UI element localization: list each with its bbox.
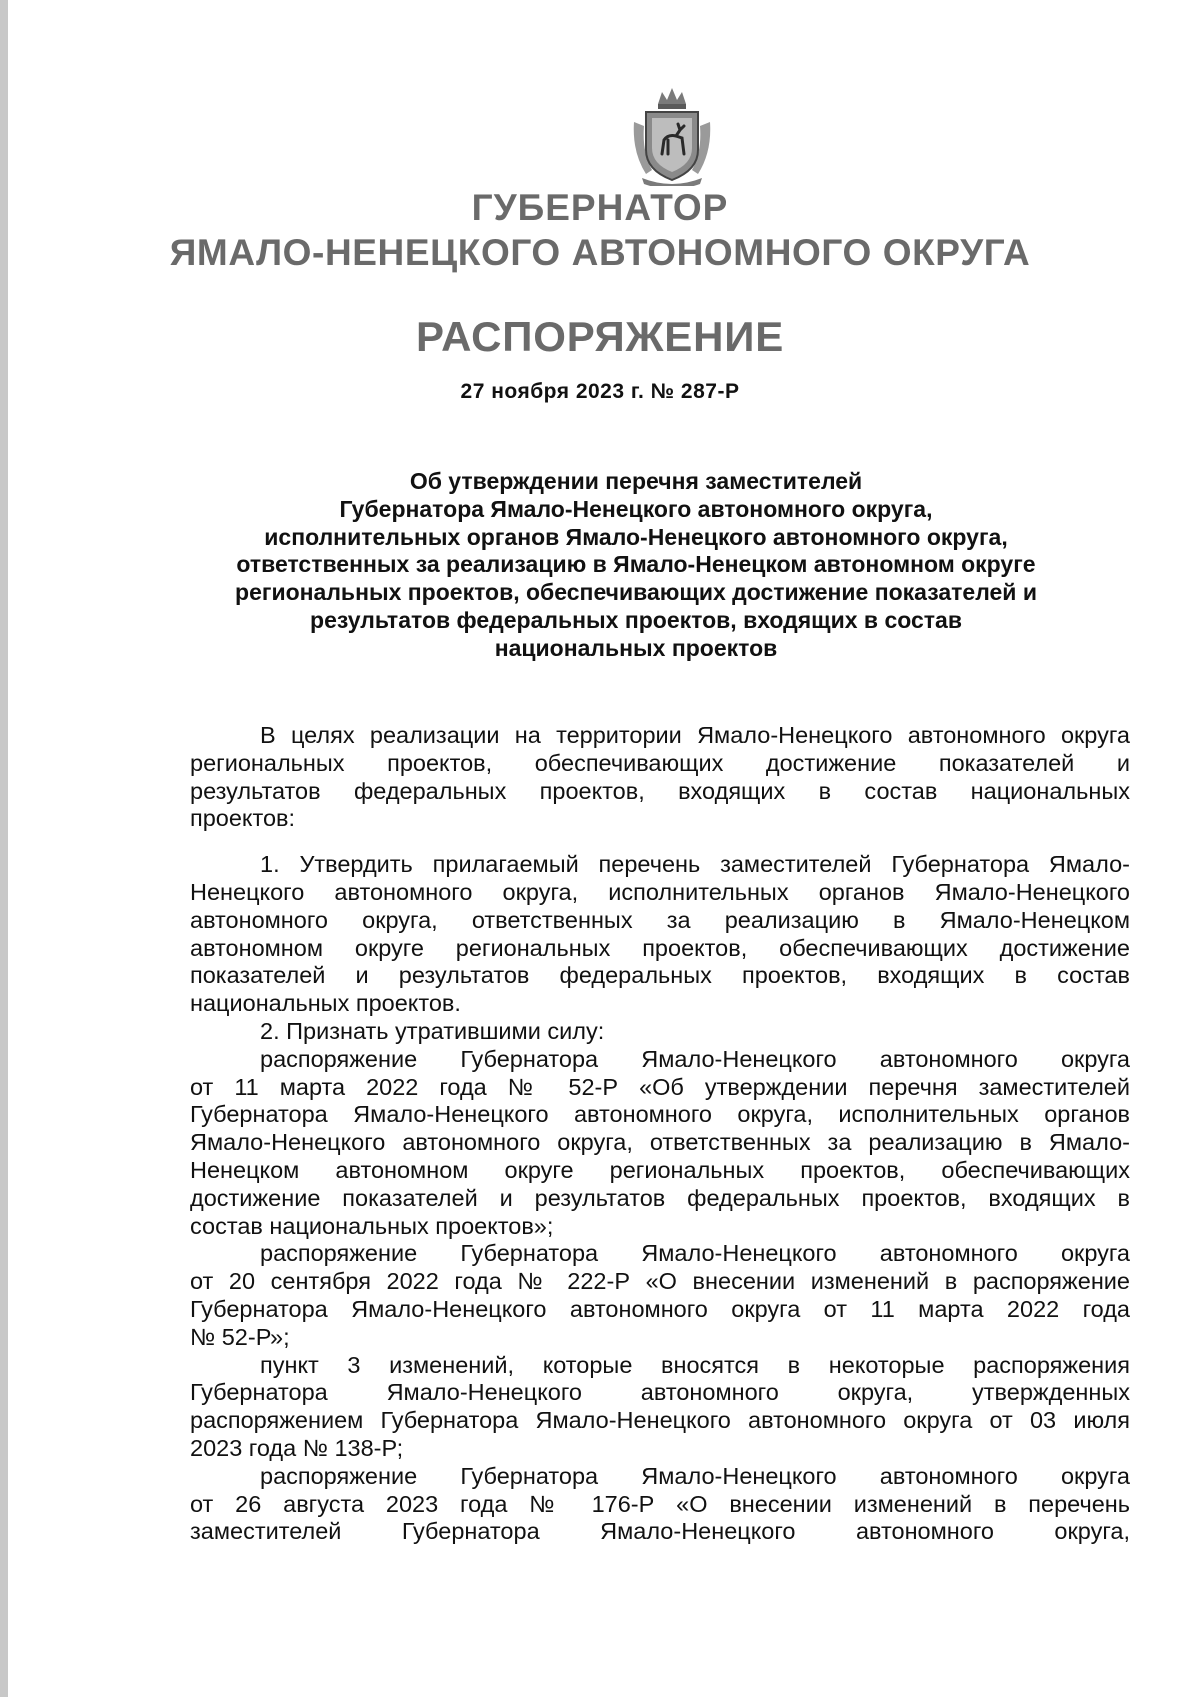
- document-title: [180, 468, 1092, 663]
- document-body: [190, 722, 1130, 1546]
- text-line: результатов федеральных проектов, входящих в состав национальных: [190, 777, 1130, 804]
- text-line: проектов:: [190, 805, 296, 832]
- text-line: автономного округа, ответственных за реализацию в Ямало-Ненецком: [190, 906, 1130, 933]
- text-line: от 20 сентября 2022 года № 222-Р «О внесении изменений в распоряжение: [190, 1268, 1130, 1295]
- issuer-region: ЯМАЛО-НЕНЕЦКОГО АВТОНОМНОГО ОКРУГА: [169, 232, 1031, 273]
- coat-of-arms-icon: [628, 82, 716, 186]
- text-line: заместителей Губернатора Ямало-Ненецкого автономного округа,: [190, 1518, 1130, 1545]
- document-type: РАСПОРЯЖЕНИЕ: [415, 313, 785, 360]
- intro-paragraph: [190, 722, 1130, 833]
- text-line: Ненецком автономном округе региональных проектов, обеспечивающих: [190, 1156, 1130, 1183]
- title-line: национальных проектов: [494, 634, 778, 661]
- repealed-order-1: [190, 1046, 1130, 1241]
- text-line: № 52-Р»;: [190, 1323, 290, 1350]
- text-line: распоряжение Губернатора Ямало-Ненецкого автономного округа: [260, 1462, 1130, 1489]
- text-line: распоряжение Губернатора Ямало-Ненецкого автономного округа: [260, 1240, 1130, 1267]
- text-line: 2023 года № 138-Р;: [190, 1434, 404, 1461]
- text-line: национальных проектов.: [190, 990, 461, 1017]
- repealed-order-3: [190, 1352, 1130, 1463]
- text-line: 2. Признать утратившими силу:: [260, 1017, 605, 1044]
- text-line: Губернатора Ямало-Ненецкого автономного округа, исполнительных органов: [190, 1101, 1130, 1128]
- title-line: Об утверждении перечня заместителей: [409, 468, 863, 494]
- text-line: В целях реализации на территории Ямало-Ненецкого автономного округа: [260, 722, 1130, 748]
- text-line: от 11 марта 2022 года № 52-Р «Об утверждении перечня заместителей: [190, 1073, 1130, 1100]
- text-line: Ненецкого автономного округа, исполнительных органов Ямало-Ненецкого: [190, 878, 1130, 905]
- text-line: показателей и результатов федеральных проектов, входящих в состав: [190, 962, 1130, 989]
- text-line: распоряжением Губернатора Ямало-Ненецкого автономного округа от 03 июля: [190, 1407, 1130, 1434]
- title-line: ответственных за реализацию в Ямало-Ненецком автономном округе: [236, 551, 1036, 578]
- item-1-paragraph: [190, 851, 1130, 1018]
- text-line: 1. Утвердить прилагаемый перечень заместителей Губернатора Ямало-: [260, 851, 1130, 878]
- repealed-order-2: [190, 1240, 1130, 1351]
- text-line: достижение показателей и результатов федеральных проектов, входящих в: [190, 1184, 1130, 1211]
- text-line: пункт 3 изменений, которые вносятся в некоторые распоряжения: [260, 1351, 1130, 1378]
- title-line: Губернатора Ямало-Ненецкого автономного округа,: [339, 495, 933, 522]
- text-line: состав национальных проектов»;: [190, 1212, 554, 1239]
- issuer-title: ГУБЕРНАТОР: [471, 187, 729, 228]
- text-line: Губернатора Ямало-Ненецкого автономного округа от 11 марта 2022 года: [190, 1295, 1130, 1322]
- item-2-paragraph: [190, 1018, 1130, 1046]
- text-line: автономном округе региональных проектов, обеспечивающих достижение: [190, 934, 1130, 961]
- text-line: распоряжение Губернатора Ямало-Ненецкого автономного округа: [260, 1045, 1130, 1072]
- text-line: региональных проектов, обеспечивающих достижение показателей и: [190, 749, 1130, 776]
- title-line: результатов федеральных проектов, входящих в состав: [310, 606, 962, 633]
- text-line: Губернатора Ямало-Ненецкого автономного округа, утвержденных: [190, 1379, 1130, 1406]
- repealed-order-4: [190, 1463, 1130, 1546]
- text-line: Ямало-Ненецкого автономного округа, ответственных за реализацию в Ямало-: [190, 1129, 1130, 1156]
- text-line: от 26 августа 2023 года № 176-Р «О внесении изменений в перечень: [190, 1490, 1130, 1517]
- title-line: исполнительных органов Ямало-Ненецкого автономного округа,: [264, 523, 1008, 550]
- document-date-number: 27 ноября 2023 г. № 287-Р: [460, 380, 740, 403]
- title-line: региональных проектов, обеспечивающих достижение показателей и: [235, 579, 1037, 606]
